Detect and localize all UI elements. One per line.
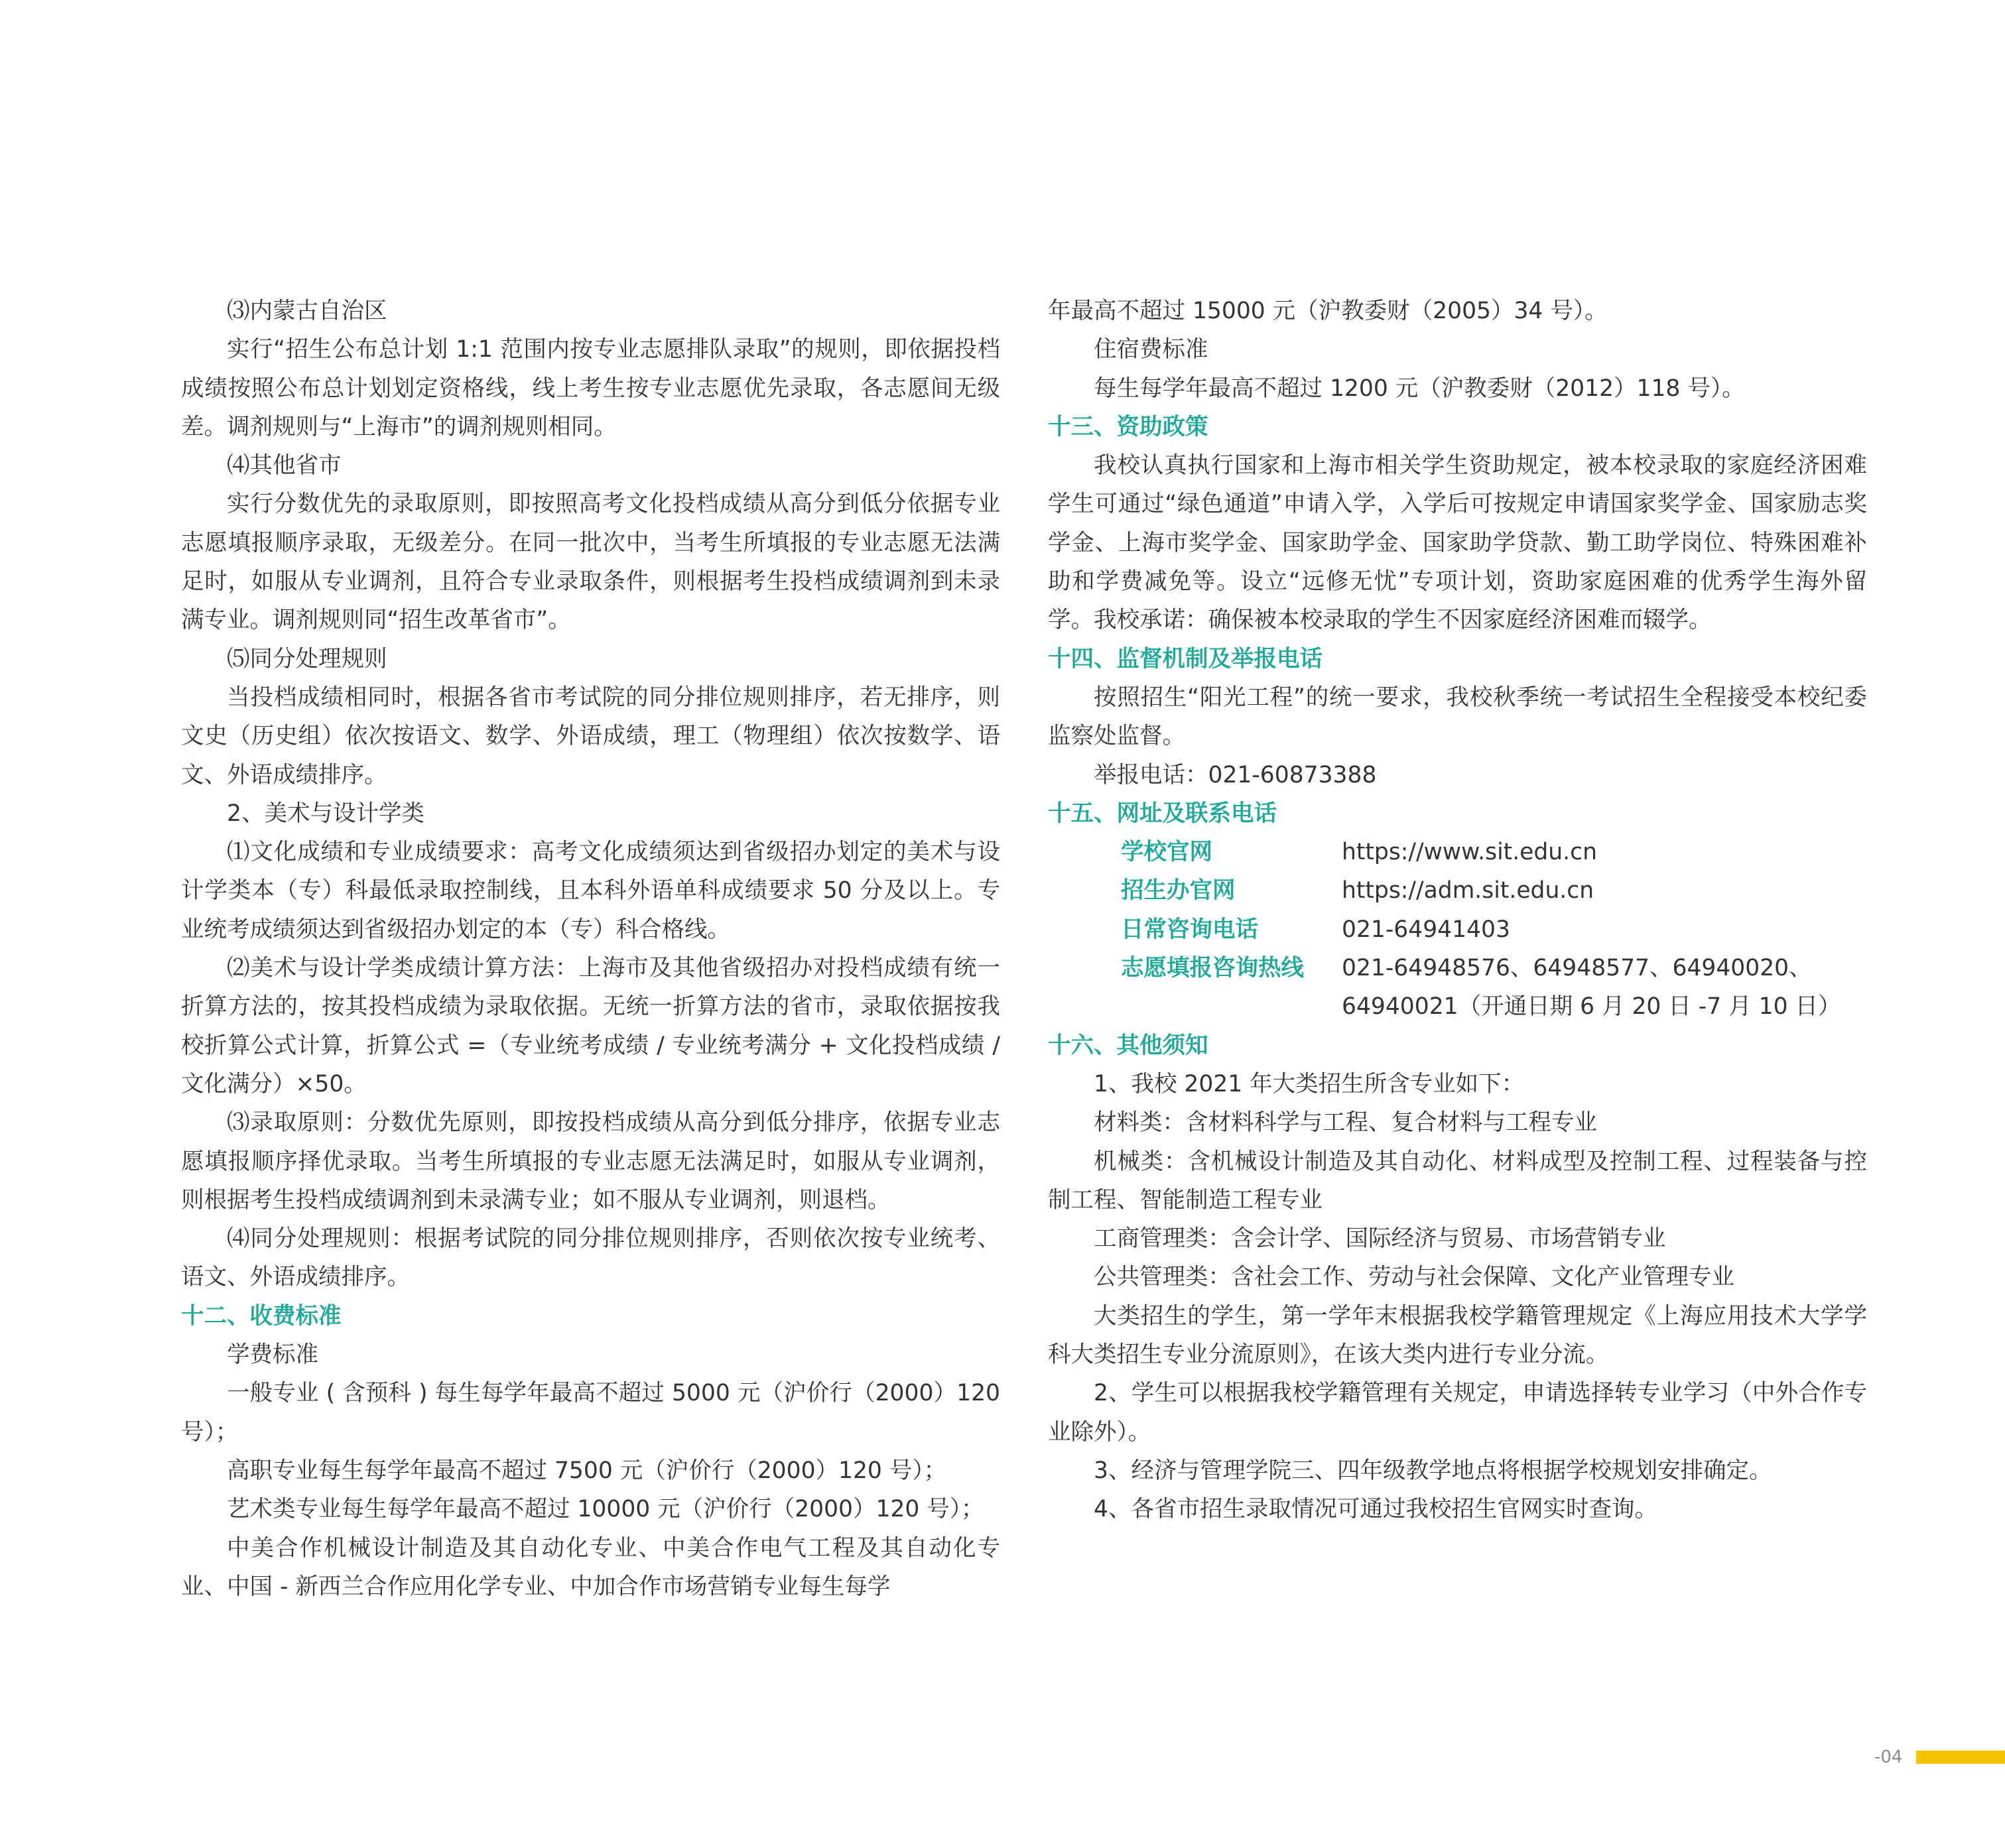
paragraph: 实行“招生公布总计划 1:1 范围内按专业志愿排队录取”的规则，即依据投档成绩按照公布总计划划定资格线，线上考生按专业志愿优先录取，各志愿间无级差。调剂规则与“上海市”的调剂规则相同。 (181, 336, 1000, 440)
paragraph: 2、学生可以根据我校学籍管理有关规定，申请选择转专业学习（中外合作专业除外）。 (1048, 1380, 1867, 1446)
paragraph: 中美合作机械设计制造及其自动化专业、中美合作电气工程及其自动化专业、中国 - 新西兰合作应用化学专业、中加合作市场营销专业每生每学 (181, 1534, 1000, 1600)
contact-label: 日常咨询电话 (1121, 916, 1258, 943)
paragraph: 我校认真执行国家和上海市相关学生资助规定，被本校录取的家庭经济困难学生可通过“绿色通道”申请入学，入学后可按规定申请国家奖学金、国家励志奖学金、上海市奖学金、国家助学金、国家助学贷款、勤工助学岗位、特殊困难补助和学费减免等。设立“远修无忧”专项计划，资助家庭困难的优秀学生海外留学。我校承诺：确保被本校录取的学生不因家庭经济困难而辍学。 (1048, 452, 1867, 634)
paragraph: 按照招生“阳光工程”的统一要求，我校秋季统一考试招生全程接受本校纪委监察处监督。 (1048, 684, 1867, 750)
paragraph: ⑸同分处理规则 (227, 645, 387, 672)
contact-row (1048, 871, 1867, 910)
paragraph: 住宿费标准 (1094, 336, 1208, 363)
paragraph: ⑶录取原则：分数优先原则，即按投档成绩从高分到低分排序，依据专业志愿填报顺序择优录取。当考生所填报的专业志愿无法满足时，如服从专业调剂，则根据考生投档成绩调剂到未录满专业；如不服从专业调剂，则退档。 (181, 1109, 1000, 1213)
contact-list (1048, 833, 1867, 1026)
paragraph: 高职专业每生每学年最高不超过 7500 元（沪价行（2000）120 号）； (227, 1457, 947, 1484)
paragraph: 艺术类专业每生每学年最高不超过 10000 元（沪价行（2000）120 号）； (227, 1496, 984, 1523)
contact-label: 招生办官网 (1121, 877, 1236, 904)
contact-row (1048, 949, 1867, 1026)
contact-value: https://adm.sit.edu.cn (1342, 877, 1594, 904)
contact-value: 021-64941403 (1342, 916, 1510, 943)
paragraph: 一般专业 ( 含预科 ) 每生每学年最高不超过 5000 元（沪价行（2000）120 号）； (181, 1380, 1000, 1446)
paragraph: 2、美术与设计学类 (227, 800, 424, 827)
paragraph: 1、我校 2021 年大类招生所含专业如下： (1094, 1070, 1525, 1097)
paragraph: 公共管理类：含社会工作、劳动与社会保障、文化产业管理专业 (1094, 1264, 1734, 1291)
paragraph: 4、各省市招生录取情况可通过我校招生官网实时查询。 (1094, 1496, 1657, 1523)
section-heading: 十四、监督机制及举报电话 (1048, 645, 1323, 672)
paragraph: 每生每学年最高不超过 1200 元（沪教委财（2012）118 号）。 (1094, 375, 1745, 402)
paragraph: 材料类：含材料科学与工程、复合材料与工程专业 (1094, 1109, 1597, 1137)
contact-row (1048, 833, 1867, 871)
section-heading: 十六、其他须知 (1048, 1032, 1208, 1059)
section-heading: 十二、收费标准 (181, 1302, 342, 1329)
page-accent-bar (1916, 1751, 2005, 1764)
section-heading: 十三、资助政策 (1048, 413, 1208, 440)
paragraph: ⑶内蒙古自治区 (227, 298, 387, 324)
contact-value: https://www.sit.edu.cn (1342, 839, 1597, 866)
paragraph: 学费标准 (227, 1341, 318, 1369)
paragraph: 大类招生的学生，第一学年末根据我校学籍管理规定《上海应用技术大学学科大类招生专业分流原则》，在该大类内进行专业分流。 (1048, 1302, 1867, 1369)
paragraph: 当投档成绩相同时，根据各省市考试院的同分排位规则排序，若无排序，则文史（历史组）依次按语文、数学、外语成绩，理工（物理组）依次按数学、语文、外语成绩排序。 (181, 684, 1000, 788)
right-bottom-section (1048, 1026, 1867, 1529)
paragraph: ⑷同分处理规则：根据考试院的同分排位规则排序，否则依次按专业统考、语文、外语成绩排序。 (181, 1225, 1000, 1291)
contact-label: 志愿填报咨询热线 (1121, 955, 1304, 982)
paragraph: 机械类：含机械设计制造及其自动化、材料成型及控制工程、过程装备与控制工程、智能制造工程专业 (1048, 1148, 1867, 1213)
contact-label: 学校官网 (1121, 839, 1212, 866)
paragraph: 年最高不超过 15000 元（沪教委财（2005）34 号）。 (1048, 298, 1608, 324)
paragraph: 3、经济与管理学院三、四年级教学地点将根据学校规划安排确定。 (1094, 1457, 1772, 1484)
section-heading: 十五、网址及联系电话 (1048, 800, 1277, 827)
contact-row (1048, 910, 1867, 949)
page-number: -04 (1874, 1747, 1903, 1767)
paragraph: 举报电话：021-60873388 (1094, 761, 1377, 788)
right-top-section (1048, 292, 1867, 833)
paragraph: ⑷其他省市 (227, 452, 342, 479)
paragraph: ⑵美术与设计学类成绩计算方法：上海市及其他省级招办对投档成绩有统一折算方法的，按其投档成绩为录取依据。无统一折算方法的省市，录取依据按我校折算公式计算，折算公式 =（专业统考成绩 / 专业统考满分 + 文化投档成绩 / 文化满分）×50。 (181, 955, 1000, 1097)
contact-value: 021-64948576、64948577、64940020、64940021（开通日期 6 月 20 日 -7 月 10 日） (1342, 955, 1841, 1020)
left-column (181, 292, 1000, 1606)
paragraph: ⑴文化成绩和专业成绩要求：高考文化成绩须达到省级招办划定的美术与设计学类本（专）科最低录取控制线，且本科外语单科成绩要求 50 分及以上。专业统考成绩须达到省级招办划定的本（专）科合格线。 (181, 839, 1000, 943)
paragraph: 实行分数优先的录取原则，即按照高考文化投档成绩从高分到低分依据专业志愿填报顺序录取，无级差分。在同一批次中，当考生所填报的专业志愿无法满足时，如服从专业调剂，且符合专业录取条件，则根据考生投档成绩调剂到未录满专业。调剂规则同“招生改革省市”。 (181, 491, 1000, 634)
paragraph: 工商管理类：含会计学、国际经济与贸易、市场营销专业 (1094, 1225, 1666, 1253)
right-column (1048, 292, 1867, 1529)
